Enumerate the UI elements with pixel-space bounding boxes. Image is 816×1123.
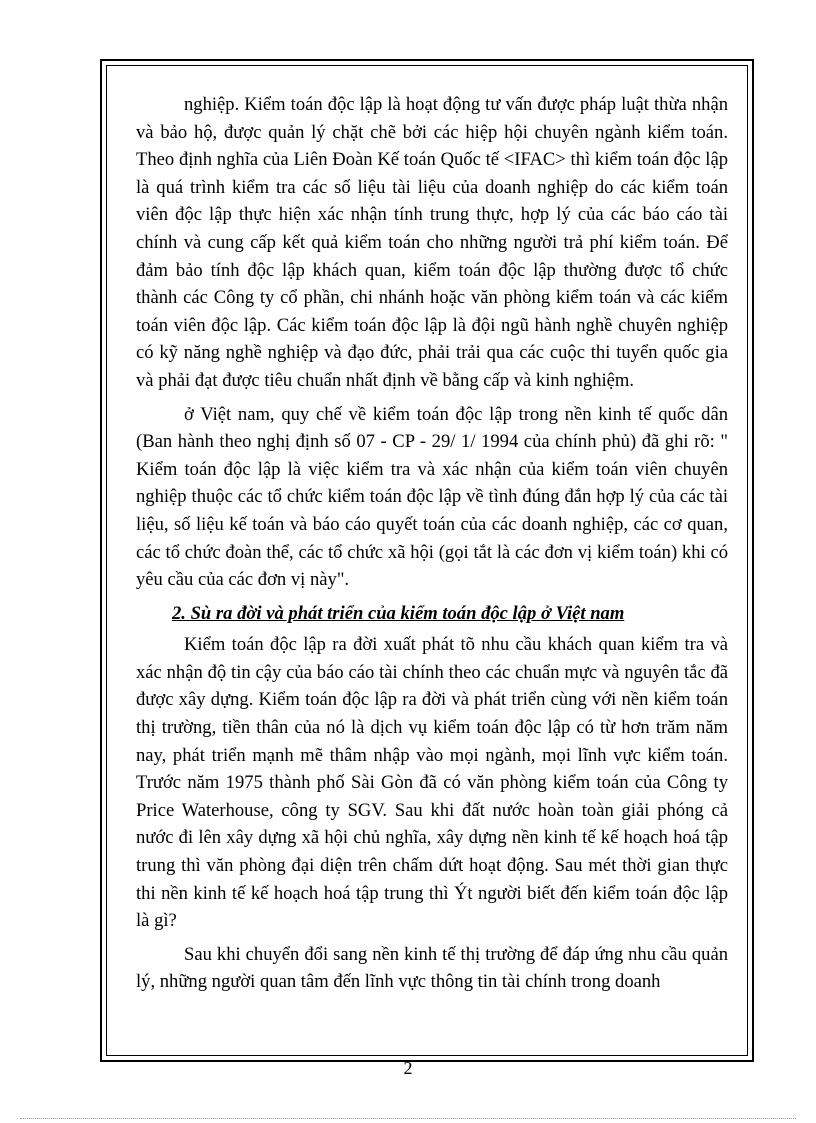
page-border-inner-bottom [106,1055,748,1056]
page-border-right [752,59,754,1062]
body-text [136,91,728,1002]
page-border-inner-top [106,65,748,66]
page-number: 2 [403,1058,413,1078]
paragraph-3: Kiểm toán độc lập ra đời xuất phát tõ nhu cầu khách quan kiểm tra và xác nhận độ tin cậy của báo cáo tài chính theo các chuẩn mực và nguyên tắc đã được xây dựng. Kiểm toán độc lập ra đời và phát triển cùng với nền kiểm toán thị trường, tiền thân của nó là dịch vụ kiểm toán độc lập có từ hơn trăm năm nay, phát triển mạnh mẽ thâm nhập vào mọi ngành, mọi lĩnh vực kiểm toán. Trước năm 1975 thành phố Sài Gòn đã có văn phòng kiểm toán của Công ty Price Waterhouse, công ty SGV. Sau khi đất nước hoàn toàn giải phóng cả nước đi lên xây dựng xã hội chủ nghĩa, xây dựng nền kinh tế kế hoạch hoá tập trung thì văn phòng đại diện trên chấm dứt hoạt động. Sau mét thời gian thực thi nền kinh tế kế hoạch hoá tập trung thì Ýt người biết đến kiểm toán độc lập là gì? [136,634,728,932]
page-separator [20,1118,796,1119]
page-border-inner-right [747,65,748,1056]
paragraph-1: nghiệp. Kiểm toán độc lập là hoạt động tư vấn được pháp luật thừa nhận và bảo hộ, được quản lý chặt chẽ bởi các hiệp hội chuyên ngành kiểm toán. Theo định nghĩa của Liên Đoàn Kế toán Quốc tế <IFAC> thì kiểm toán độc lập là quá trình kiểm tra các số liệu tài liệu của doanh nghiệp do các kiểm toán viên độc lập thực hiện xác nhận tính trung thực, hợp lý của các báo cáo tài chính và cung cấp kết quả kiểm toán cho những người trả phí kiểm toán. Để đảm bảo tính độc lập khách quan, kiểm toán độc lập thường được tổ chức thành các Công ty cổ phần, chi nhánh hoặc văn phòng kiểm toán và các kiểm toán viên độc lập. Các kiểm toán độc lập là đội ngũ hành nghề chuyên nghiệp có kỹ năng nghề nghiệp và đạo đức, phải trải qua các cuộc thi tuyển quốc gia và phải đạt được tiêu chuẩn nhất định về bằng cấp và kinh nghiệm. [136,94,728,391]
section-heading: 2. Sù ra đời và phát triển của kiểm toán độc lập ở Việt nam [172,602,625,624]
paragraph-2: ở Việt nam, quy chế về kiểm toán độc lập trong nền kinh tế quốc dân (Ban hành theo nghị định số 07 - CP - 29/ 1/ 1994 của chính phủ) đã ghi rõ: " Kiểm toán độc lập là việc kiểm tra và xác nhận của kiểm toán viên chuyên nghiệp thuộc các tổ chức kiểm toán độc lập về tình đúng đắn hợp lý của các tài liệu, số liệu kế toán và báo cáo quyết toán của các doanh nghiệp, các cơ quan, các tổ chức đoàn thể, các tổ chức xã hội (gọi tắt là các đơn vị kiểm toán) khi có yêu cầu của các đơn vị này". [136,403,728,591]
paragraph-4: Sau khi chuyển đổi sang nền kinh tế thị trường để đáp ứng nhu cầu quản lý, những người quan tâm đến lĩnh vực thông tin tài chính trong doanh [136,943,728,993]
page-border-left [100,59,102,1062]
page-border-inner-left [106,65,107,1056]
page-border-top [100,59,754,61]
